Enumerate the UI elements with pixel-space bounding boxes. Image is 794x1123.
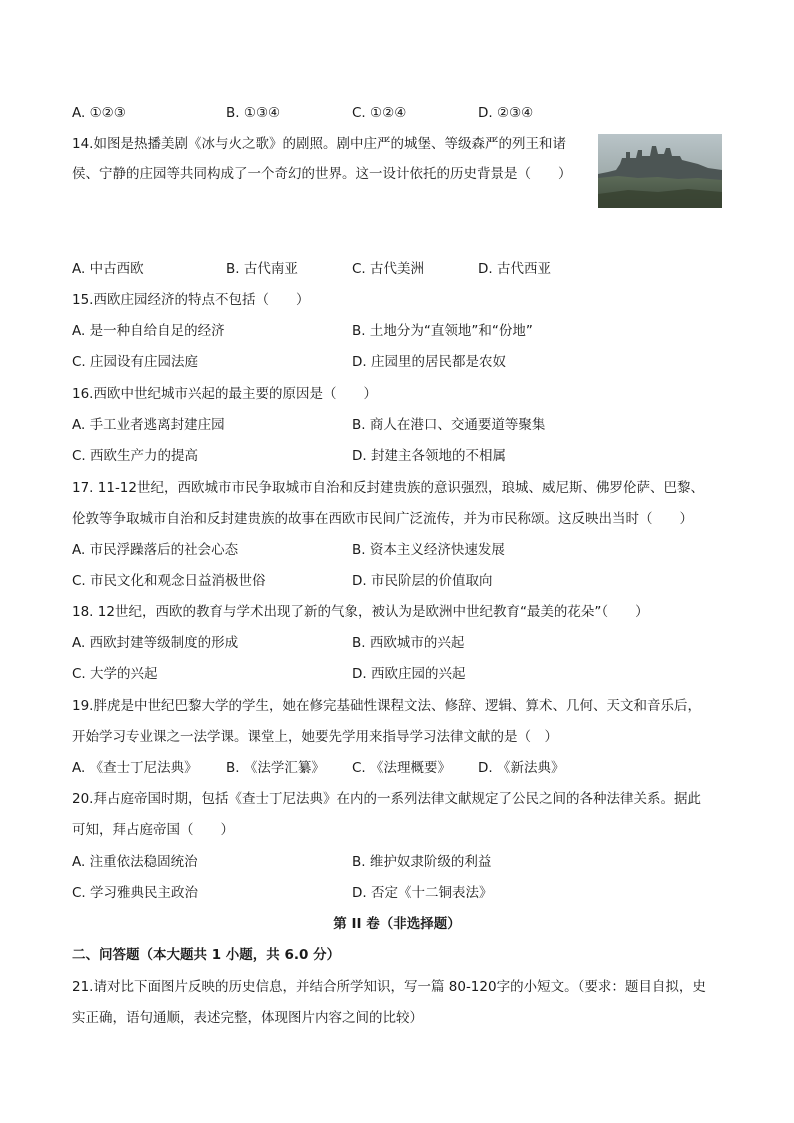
- q13-option-a: A. ①②③: [72, 105, 126, 121]
- q13-option-d: D. ②③④: [478, 105, 534, 121]
- q18-option-b: B. 西欧城市的兴起: [352, 635, 465, 651]
- q19-option-d: D. 《新法典》: [478, 760, 565, 776]
- q19-stem-line1: 19.胖虎是中世纪巴黎大学的学生，她在修完基础性课程文法、修辞、逻辑、算术、几何、天文和音乐后，: [72, 698, 701, 714]
- q17-stem-line1: 17. 11-12世纪，西欧城市市民争取城市自治和反封建贵族的意识强烈，琅城、威尼斯、佛罗伦萨、巴黎、: [72, 480, 704, 496]
- q15-stem: 15.西欧庄园经济的特点不包括（ ）: [72, 292, 310, 308]
- q16-option-a: A. 手工业者逃离封建庄园: [72, 417, 225, 433]
- q15-option-a: A. 是一种自给自足的经济: [72, 323, 225, 339]
- q16-option-b: B. 商人在港口、交通要道等聚集: [352, 417, 546, 433]
- q14-stem-line2: 侯、宁静的庄园等共同构成了一个奇幻的世界。这一设计依托的历史背景是（ ）: [72, 166, 572, 182]
- q17-option-c: C. 市民文化和观念日益消极世俗: [72, 573, 266, 589]
- q19-option-c: C. 《法理概要》: [352, 760, 452, 776]
- q16-option-d: D. 封建主各领地的不相属: [352, 448, 506, 464]
- q14-stem-line1: 14.如图是热播美剧《冰与火之歌》的剧照。剧中庄严的城堡、等级森严的列王和诸: [72, 136, 566, 152]
- q20-stem-line2: 可知，拜占庭帝国（ ）: [72, 822, 234, 838]
- q14-option-c: C. 古代美洲: [352, 261, 425, 277]
- q17-option-a: A. 市民浮躁落后的社会心态: [72, 542, 239, 558]
- q20-stem-line1: 20.拜占庭帝国时期，包括《查士丁尼法典》在内的一系列法律文献规定了公民之间的各种法律关系。据此: [72, 791, 701, 807]
- q20-option-a: A. 注重依法稳固统治: [72, 854, 198, 870]
- q13-option-b: B. ①③④: [226, 105, 281, 121]
- q20-option-b: B. 维护奴隶阶级的利益: [352, 854, 492, 870]
- q19-option-b: B. 《法学汇纂》: [226, 760, 325, 776]
- q14-option-b: B. 古代南亚: [226, 261, 298, 277]
- q14-option-a: A. 中古西欧: [72, 261, 144, 277]
- q19-option-a: A. 《查士丁尼法典》: [72, 760, 198, 776]
- q20-option-d: D. 否定《十二铜表法》: [352, 885, 493, 901]
- q14-option-d: D. 古代西亚: [478, 261, 551, 277]
- q16-option-c: C. 西欧生产力的提高: [72, 448, 199, 464]
- q20-option-c: C. 学习雅典民主政治: [72, 885, 199, 901]
- section-heading: 二、问答题（本大题共 1 小题，共 6.0 分）: [72, 947, 341, 963]
- q18-option-d: D. 西欧庄园的兴起: [352, 666, 466, 682]
- q15-option-d: D. 庄园里的居民都是农奴: [352, 354, 506, 370]
- q15-option-b: B. 土地分为“直领地”和“份地”: [352, 323, 533, 339]
- q18-stem: 18. 12世纪，西欧的教育与学术出现了新的气象，被认为是欧洲中世纪教育“最美的花朵”（ ）: [72, 604, 649, 620]
- q21-stem-line2: 实正确，语句通顺，表述完整，体现图片内容之间的比较）: [72, 1010, 423, 1026]
- q13-option-c: C. ①②④: [352, 105, 407, 121]
- q17-stem-line2: 伦敦等争取城市自治和反封建贵族的故事在西欧市民间广泛流传，并为市民称颂。这反映出当时（ ）: [72, 511, 693, 527]
- q14-castle-photo: [598, 134, 722, 208]
- q18-option-c: C. 大学的兴起: [72, 666, 158, 682]
- q15-option-c: C. 庄园设有庄园法庭: [72, 354, 199, 370]
- q17-option-b: B. 资本主义经济快速发展: [352, 542, 505, 558]
- q17-option-d: D. 市民阶层的价值取向: [352, 573, 493, 589]
- q18-option-a: A. 西欧封建等级制度的形成: [72, 635, 239, 651]
- q16-stem: 16.西欧中世纪城市兴起的最主要的原因是（ ）: [72, 386, 377, 402]
- q19-stem-line2: 开始学习专业课之一法学课。课堂上，她要先学用来指导学习法律文献的是（ ）: [72, 729, 558, 745]
- part-ii-title: 第 II 卷（非选择题）: [333, 916, 461, 932]
- q21-stem-line1: 21.请对比下面图片反映的历史信息，并结合所学知识，写一篇 80-120字的小短文。（要求：题目自拟，史: [72, 979, 706, 995]
